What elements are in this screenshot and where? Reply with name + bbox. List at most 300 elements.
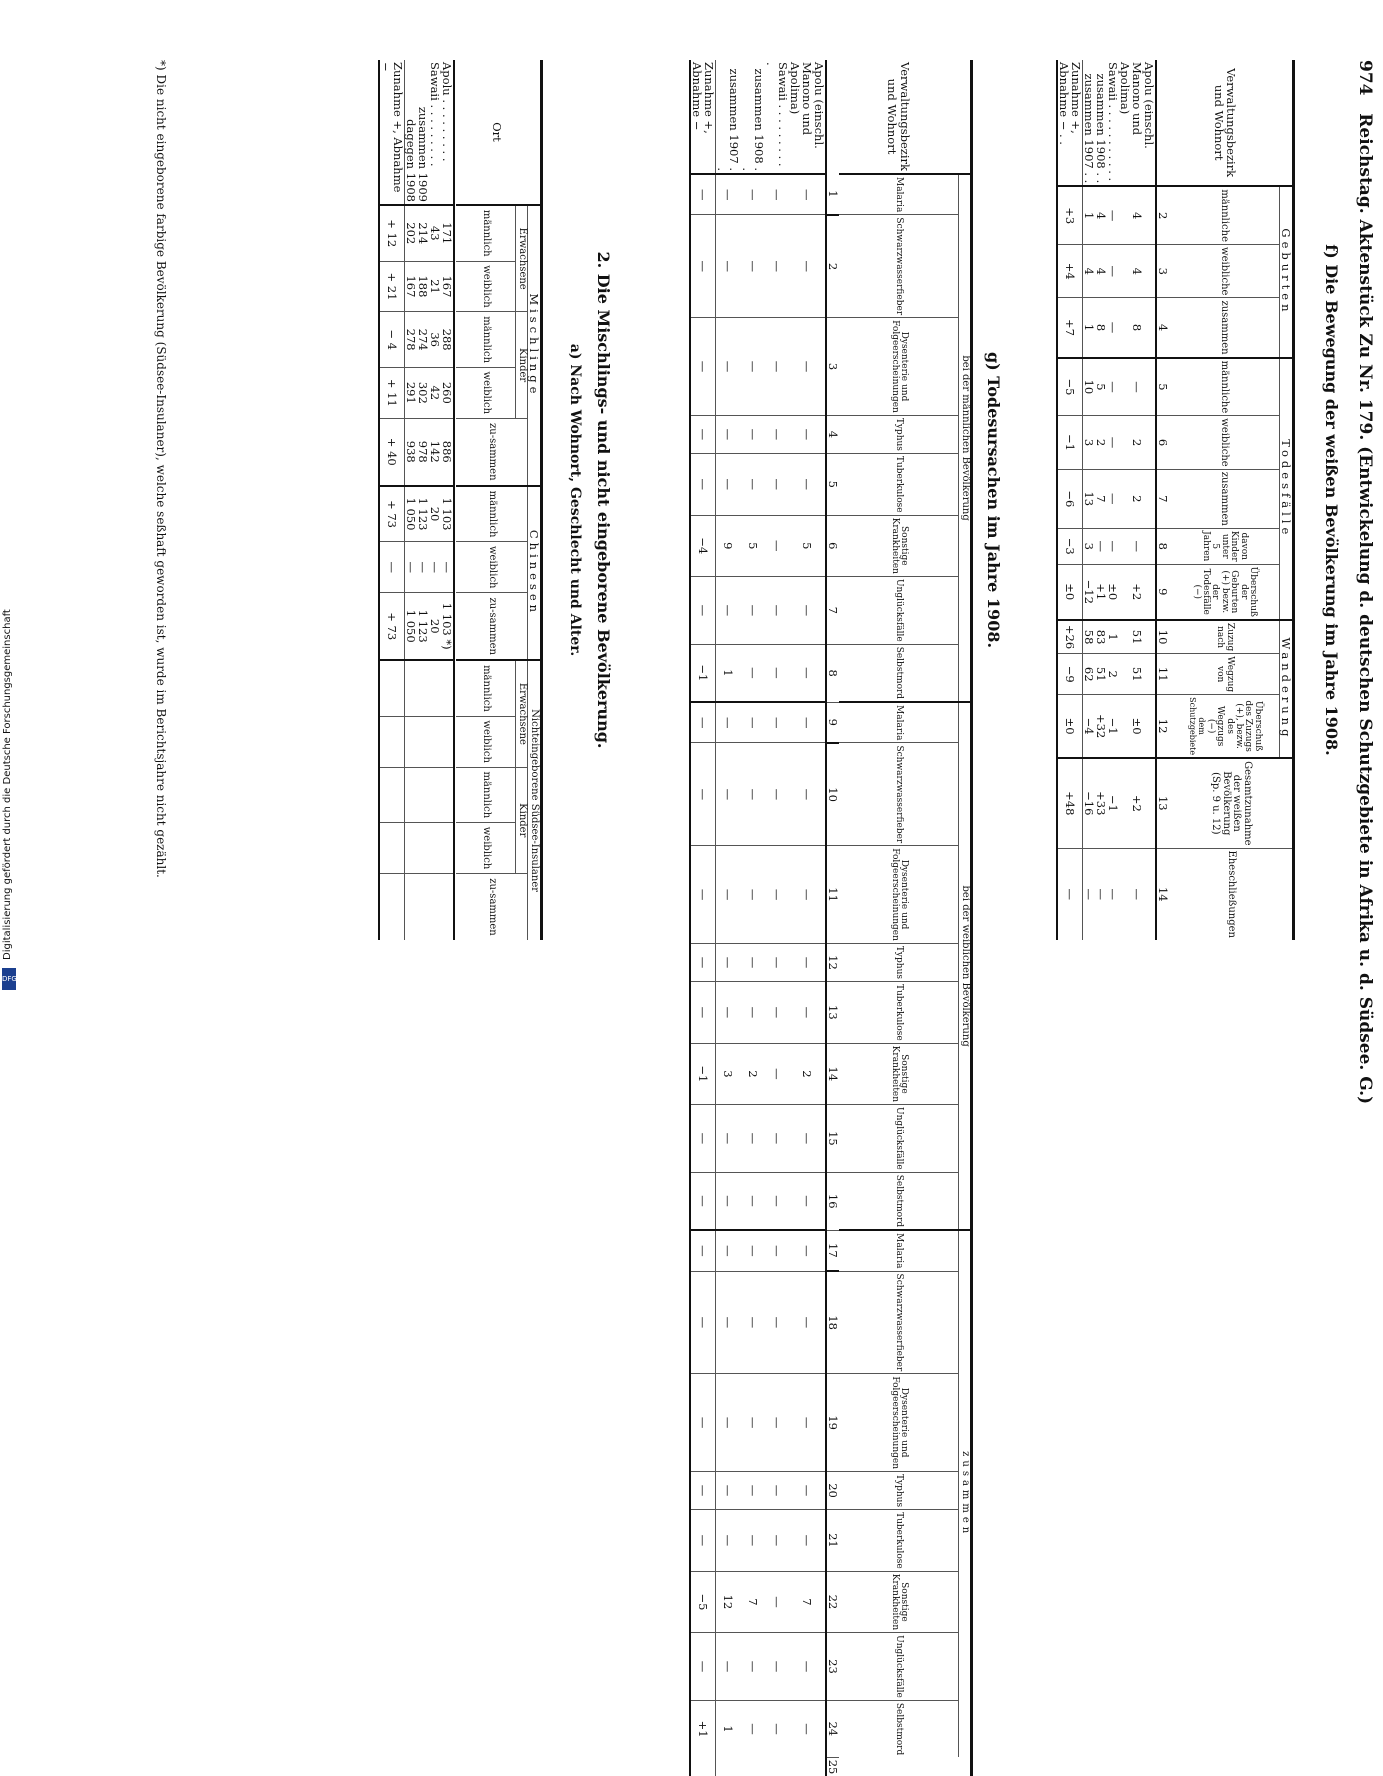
table-cell: 7: [789, 1571, 826, 1632]
table-cell: 202: [404, 205, 417, 261]
table-cell: —: [789, 1230, 826, 1271]
table-cell: 938: [404, 418, 417, 486]
table-cell: 21: [429, 261, 441, 312]
col-number: 20: [826, 1472, 839, 1510]
col-number: 12: [826, 943, 839, 981]
table-cell: —: [716, 846, 741, 944]
table-cell: —: [690, 1374, 716, 1472]
col-number: 4: [826, 415, 839, 453]
cause-header: Unglücksfälle: [839, 576, 959, 644]
table-cell: 171: [441, 205, 454, 261]
table-row: [417, 60, 429, 940]
table-cell: —: [765, 1230, 789, 1271]
table-cell: 1 103 *): [441, 593, 454, 661]
table-row: [716, 60, 741, 1776]
column-number-row: 2 3 4 5 6 7 8 9 10 11 12 13 14: [1156, 60, 1169, 940]
cause-header: Unglücksfälle: [839, 1633, 959, 1701]
table-cell: [379, 660, 405, 716]
table-cell: —: [741, 576, 765, 644]
table-cell: —: [789, 453, 826, 515]
col-number: 22: [826, 1571, 839, 1632]
table-cell: —: [765, 981, 789, 1043]
col11-header: Wegzug von: [1169, 654, 1279, 695]
cause-header: Dysenterie und Folgeerscheinungen: [839, 846, 959, 944]
table-cell: —: [716, 415, 741, 453]
births-group-header: Geburten: [1279, 186, 1293, 357]
table-cell: —: [716, 1271, 741, 1374]
col-number: 5: [826, 453, 839, 515]
table-cell: 5: [789, 515, 826, 576]
table-cell: 886: [441, 418, 454, 486]
col10-header: Zuzug nach: [1169, 620, 1279, 654]
table-cell: —: [765, 1271, 789, 1374]
digitization-notice: Digitalisierung gefördert durch die Deutsche Forschungsgemeinschaft: [2, 609, 13, 960]
row-label: Zunahme +, Abnahme −: [690, 62, 717, 134]
table-row: Sawaii . . . . . . . . . . . — — — — — — — ±0 1 2 −1 −1 —: [1107, 60, 1119, 940]
table-cell: + 11: [379, 367, 405, 418]
table-cell: 5: [741, 515, 765, 576]
table-cell: [429, 716, 441, 767]
table-cell: —: [765, 943, 789, 981]
table-cell: [379, 716, 405, 767]
table-cell: —: [690, 1271, 716, 1374]
table-cell: —: [789, 1271, 826, 1374]
table-cell: —: [765, 1374, 789, 1472]
col-number: 9: [826, 702, 839, 743]
table-cell: —: [741, 846, 765, 944]
cause-header: Sonstige Krankheiten: [839, 515, 959, 576]
table-cell: —: [789, 644, 826, 702]
table-row: [690, 60, 716, 1776]
table-cell: —: [789, 215, 826, 318]
cause-header: Tuberkulose: [839, 981, 959, 1043]
col-number: 23: [826, 1633, 839, 1701]
col3-header: weibliche: [1169, 245, 1279, 298]
table-cell: —: [716, 702, 741, 743]
table-cell: 9: [716, 515, 741, 576]
table-cell: —: [716, 981, 741, 1043]
cause-header: Malaria: [839, 174, 959, 215]
table-cell: + 21: [379, 261, 405, 312]
col-number: 25: [826, 1757, 839, 1776]
section-g-title: g) Todesursachen im Jahre 1908.: [984, 351, 1003, 649]
row-label: Sawaii . . . . . . . . . .: [763, 62, 790, 167]
table-cell: —: [789, 1510, 826, 1572]
table-cell: —: [690, 1510, 716, 1572]
table-cell: —: [789, 743, 826, 846]
migration-group-header: Wanderung: [1279, 620, 1293, 758]
table-cell: 260: [441, 367, 454, 418]
table-cell: —: [690, 174, 716, 215]
table-cell: —: [716, 943, 741, 981]
col14-header: Eheschließungen: [1169, 848, 1293, 940]
table-cell: —: [429, 542, 441, 593]
table-cell: —: [690, 943, 716, 981]
table-cell: —: [716, 1472, 741, 1510]
table-cell: —: [741, 644, 765, 702]
total-group-header: zusammen: [959, 1230, 972, 1757]
cause-header: Malaria: [839, 702, 959, 743]
table-cell: 42: [429, 367, 441, 418]
table-cell: 291: [404, 367, 417, 418]
table-cell: —: [690, 453, 716, 515]
cause-header: Schwarzwasserfieber: [839, 743, 959, 846]
table-cell: —: [765, 174, 789, 215]
row-label: Apolu (einschl. Manono und Apolima): [787, 62, 826, 149]
table-cell: —: [765, 846, 789, 944]
table-cell: —: [789, 1105, 826, 1173]
table-cell: —: [741, 1271, 765, 1374]
erwachsene-header: Erwachsene: [516, 205, 528, 312]
female-group-header: bei der weiblichen Bevölkerung: [959, 702, 972, 1230]
col-ort-header: Ort: [490, 122, 505, 142]
chin-w-header: weiblich: [456, 542, 528, 593]
table-cell: 12: [716, 1571, 741, 1632]
table-cell: [429, 873, 441, 940]
table-cell: —: [741, 743, 765, 846]
table-cell: —: [716, 576, 741, 644]
table-row: Zunahme +, Abnahme − . . +3 +4 +7 −5 −1 −6 −3 ±0 +26 −9 ±0 +48 —: [1057, 60, 1083, 940]
table-cell: —: [741, 415, 765, 453]
col8-header: davon Kinder unter 5 Jahren: [1169, 528, 1279, 564]
table-cell: —: [417, 542, 429, 593]
col4-header: zusammen: [1169, 298, 1279, 358]
table-cell: —: [741, 1510, 765, 1572]
table-cell: —: [789, 702, 826, 743]
table-cell: −5: [690, 1571, 716, 1632]
table-cell: −1: [690, 1043, 716, 1104]
table-cell: —: [741, 1374, 765, 1472]
col13-header: Gesamtzunahme der weißen Bevölkerung (Sp. 9 u. 12): [1169, 758, 1293, 848]
col-number: 21: [826, 1510, 839, 1572]
table-cell: —: [379, 542, 405, 593]
table-cell: +1: [690, 1700, 716, 1757]
table-cell: 188: [417, 261, 429, 312]
table-cell: —: [741, 215, 765, 318]
col-number: 18: [826, 1271, 839, 1374]
table-cell: [379, 823, 405, 874]
table-cell: —: [690, 846, 716, 944]
table-cell: —: [741, 702, 765, 743]
table-cell: 978: [417, 418, 429, 486]
table-row: [379, 60, 405, 940]
table-cell: —: [690, 1105, 716, 1173]
table-cell: [417, 823, 429, 874]
table-cell: [441, 767, 454, 822]
table-cell: —: [690, 1230, 716, 1271]
table-cell: 278: [404, 312, 417, 367]
chinesen-header: Chinesen: [527, 486, 541, 660]
table-cell: 302: [417, 367, 429, 418]
table-cell: 1 103: [441, 486, 454, 542]
table-cell: —: [789, 1374, 826, 1472]
chin-z-header: zu-sammen: [456, 593, 528, 661]
table-cell: —: [789, 1633, 826, 1701]
table-cell: —: [765, 1043, 789, 1104]
table-cell: 2: [789, 1043, 826, 1104]
table-row: [441, 60, 454, 940]
table-row: zusammen 1908 . . 4 4 8 5 2 7 — +1 83 51 +32 +33 —: [1095, 60, 1107, 940]
table-cell: —: [741, 453, 765, 515]
table-cell: —: [789, 846, 826, 944]
table-row: zusammen 1907 . . 1 4 1 10 3 13 3 −12 58 62 −4 −16 —: [1083, 60, 1096, 940]
col-number: 6: [826, 515, 839, 576]
table-cell: 1: [716, 1700, 741, 1757]
cause-header: Selbstmord: [839, 1700, 959, 1757]
table-cell: [441, 716, 454, 767]
table-cell: —: [741, 1633, 765, 1701]
table-cell: + 40: [379, 418, 405, 486]
col-region-header: Verwaltungsbezirk und Wohnort: [885, 62, 912, 171]
table-cell: —: [765, 453, 789, 515]
col-region-header: Verwaltungsbezirk und Wohnort: [1211, 68, 1238, 178]
cause-header: Sonstige Krankheiten: [839, 1043, 959, 1104]
table-cell: 288: [441, 312, 454, 367]
table-cell: [404, 767, 417, 822]
table-cell: 1: [716, 644, 741, 702]
mixed-population-table: Ort Mischlinge Chinesen Nichteingeborene Südsee-Insulaner Erwachsene Kinder zu-sammen männlich weiblich zu-sammen Erwachsene Kinder zu-sammen männlich weiblich männlich weiblich männlich weiblich männlich weiblich Apolu . . . . . . . . . 171 167 288 260 886 1 103 — 1 103 *) Sawaii . . . . . . . . . 43 21 36 42 142 20 — 20 zusammen 1909 214 188 274 302 978 1 123 — 1 123 dagegen 1908 202 167 278 291 938 1 050 — 1 050 Zunahme +, Abnahme − + 12 + 21 − 4 + 11 + 40 + 73 — + 73: [378, 60, 543, 940]
ne-zusammen-header: zu-sammen: [456, 873, 528, 940]
col-number: 17: [826, 1230, 839, 1271]
table-cell: —: [741, 174, 765, 215]
table-cell: [417, 767, 429, 822]
table-cell: —: [741, 943, 765, 981]
zusammen-header: zu-sammen: [456, 418, 528, 486]
table-row: [765, 60, 789, 1776]
table-cell: —: [716, 1172, 741, 1230]
table-cell: —: [716, 1374, 741, 1472]
table-cell: —: [741, 1472, 765, 1510]
table-cell: —: [789, 318, 826, 416]
table-cell: —: [765, 644, 789, 702]
section-2-subtitle: a) Nach Wohnort, Geschlecht und Alter.: [567, 343, 583, 657]
table-cell: 20: [429, 593, 441, 661]
table-cell: —: [789, 981, 826, 1043]
table-cell: —: [765, 1172, 789, 1230]
col-number: 2: [826, 215, 839, 318]
table-cell: —: [690, 1472, 716, 1510]
col6-header: weibliche: [1169, 416, 1279, 469]
col-number: 10: [826, 743, 839, 846]
table-cell: 167: [441, 261, 454, 312]
cause-header: Typhus: [839, 943, 959, 981]
table-cell: + 73: [379, 486, 405, 542]
table-cell: —: [789, 415, 826, 453]
table-cell: —: [690, 981, 716, 1043]
table-row: [404, 60, 417, 940]
col-number: 19: [826, 1374, 839, 1472]
page-number: 974: [1355, 60, 1375, 96]
table-cell: —: [765, 702, 789, 743]
male-group-header: bei der männlichen Bevölkerung: [959, 174, 972, 702]
table-cell: —: [716, 743, 741, 846]
row-label: Sawaii . . . . . . . . .: [427, 62, 442, 167]
row-label: zusammen 1908 . .: [739, 68, 766, 171]
section-f-title: f) Die Bewegung der weißen Bevölkerung im Jahre 1908.: [1322, 244, 1341, 756]
table-cell: [417, 660, 429, 716]
table-cell: —: [765, 576, 789, 644]
table-cell: 167: [404, 261, 417, 312]
col-number: 24: [826, 1700, 839, 1757]
table-cell: —: [765, 1510, 789, 1572]
table-cell: —: [404, 542, 417, 593]
cause-header: Tuberkulose: [839, 1510, 959, 1572]
table-cell: —: [690, 415, 716, 453]
table-cell: [379, 767, 405, 822]
table-cell: —: [789, 1172, 826, 1230]
population-movement-table: [1056, 60, 1295, 940]
table-cell: —: [741, 981, 765, 1043]
table-cell: —: [690, 1633, 716, 1701]
table-cell: [429, 767, 441, 822]
col-number: 8: [826, 644, 839, 702]
table-cell: —: [765, 318, 789, 416]
nichteingeborene-header: Nichteingeborene Südsee-Insulaner: [527, 660, 541, 940]
table-cell: [404, 823, 417, 874]
col7-header: zusammen: [1169, 469, 1279, 528]
table-cell: + 73: [379, 593, 405, 661]
table-cell: —: [441, 542, 454, 593]
table-cell: 1 050: [404, 486, 417, 542]
table-cell: —: [716, 1105, 741, 1173]
col-number: 11: [826, 846, 839, 944]
ne-erwachsene-header: Erwachsene: [516, 660, 528, 767]
mischlinge-header: Mischlinge: [527, 205, 541, 486]
table-row: [789, 60, 826, 1776]
dfg-logo-icon: DFG: [2, 968, 16, 990]
table-cell: —: [741, 1105, 765, 1173]
table-cell: —: [789, 943, 826, 981]
table-cell: —: [716, 215, 741, 318]
col5-header: männliche: [1169, 358, 1279, 416]
table-cell: —: [716, 453, 741, 515]
table-cell: 1 123: [417, 486, 429, 542]
col-number: 3: [826, 318, 839, 416]
col-number: 1: [826, 190, 840, 198]
table-cell: —: [690, 702, 716, 743]
ne-kinder-header: Kinder: [516, 767, 528, 873]
table-cell: —: [789, 576, 826, 644]
table-cell: [429, 823, 441, 874]
table-cell: —: [765, 515, 789, 576]
table-cell: 3: [716, 1043, 741, 1104]
page-header: [1355, 60, 1375, 1105]
table-cell: —: [690, 1172, 716, 1230]
table-cell: [441, 823, 454, 874]
table-cell: 1 050: [404, 593, 417, 661]
table-row: Apolu (einschl. Manono und Apolima) 4 4 8 — 2 2 — +2 51 51 ±0 +2 —: [1119, 60, 1156, 940]
col12-header: Überschuß des Zuzugs (+), bezw. des Wegzugs (−) dem Schutzgebiete: [1169, 695, 1279, 758]
table-cell: —: [789, 1700, 826, 1757]
table-cell: —: [716, 318, 741, 416]
row-label: Zunahme +, Abnahme −: [378, 62, 405, 193]
table-cell: 214: [417, 205, 429, 261]
table-cell: 142: [429, 418, 441, 486]
table-cell: —: [765, 215, 789, 318]
table-cell: [379, 873, 405, 940]
table-cell: —: [765, 743, 789, 846]
col2-header: männliche: [1169, 186, 1279, 244]
table-cell: —: [741, 1230, 765, 1271]
table-cell: 274: [417, 312, 429, 367]
table-cell: —: [765, 1571, 789, 1632]
table-cell: —: [741, 318, 765, 416]
cause-header: Tuberkulose: [839, 453, 959, 515]
table-cell: −1: [690, 644, 716, 702]
table-cell: 1 123: [417, 593, 429, 661]
cause-header: Selbstmord: [839, 644, 959, 702]
table-cell: —: [789, 174, 826, 215]
table-cell: —: [716, 174, 741, 215]
table-cell: —: [716, 1633, 741, 1701]
cause-header: Dysenterie und Folgeerscheinungen: [839, 318, 959, 416]
table-cell: 36: [429, 312, 441, 367]
running-title: Reichstag. Aktenstück Zu Nr. 179. (Entwickelung d. deutschen Schutzgebiete in Afrika u. d. Südsee. G.): [1355, 113, 1375, 1105]
table-cell: 2: [741, 1043, 765, 1104]
table-cell: —: [789, 1472, 826, 1510]
table-cell: 20: [429, 486, 441, 542]
table-cell: 7: [741, 1571, 765, 1632]
col-number: 15: [826, 1105, 839, 1173]
section-2-title: 2. Die Mischlings- und nicht eingeborene Bevölkerung.: [594, 251, 613, 749]
table-cell: [404, 716, 417, 767]
cause-header: Typhus: [839, 1472, 959, 1510]
table-cell: —: [716, 1230, 741, 1271]
cause-header: Unglücksfälle: [839, 1105, 959, 1173]
col-number: 7: [826, 576, 839, 644]
cause-header: Schwarzwasserfieber: [839, 215, 959, 318]
cause-header: Dysenterie und Folgeerscheinungen: [839, 1374, 959, 1472]
table-cell: [441, 660, 454, 716]
col-number: 14: [826, 1043, 839, 1104]
table-cell: —: [690, 318, 716, 416]
table-cell: —: [765, 415, 789, 453]
table-cell: —: [765, 1700, 789, 1757]
table-cell: − 4: [379, 312, 405, 367]
table-cell: —: [690, 215, 716, 318]
cause-header: Typhus: [839, 415, 959, 453]
causes-of-death-table: [689, 60, 973, 1776]
deaths-group-header: Todesfälle: [1279, 358, 1293, 620]
table-cell: —: [765, 1633, 789, 1701]
kinder-header: Kinder: [516, 312, 528, 418]
chin-m-header: männlich: [456, 486, 528, 542]
table-row: [741, 60, 765, 1776]
cause-header: Schwarzwasserfieber: [839, 1271, 959, 1374]
table-cell: −4: [690, 515, 716, 576]
table-cell: —: [741, 1700, 765, 1757]
table-cell: [404, 873, 417, 940]
table-cell: [417, 873, 429, 940]
table-cell: —: [741, 1172, 765, 1230]
cause-header: Selbstmord: [839, 1172, 959, 1230]
table-cell: 43: [429, 205, 441, 261]
table-cell: + 12: [379, 205, 405, 261]
table-cell: —: [716, 1510, 741, 1572]
col9-header: Überschuß der Geburten (+) bezw. der Todesfälle (−): [1169, 564, 1279, 620]
table-cell: —: [690, 743, 716, 846]
table-cell: [417, 716, 429, 767]
row-label: zusammen 1907 . .: [715, 68, 742, 171]
row-label: Apolu . . . . . . . . .: [439, 62, 454, 162]
cause-header: Malaria: [839, 1230, 959, 1271]
table-cell: —: [765, 1472, 789, 1510]
table-cell: [441, 873, 454, 940]
table-cell: —: [765, 1105, 789, 1173]
table-cell: [404, 660, 417, 716]
table-cell: —: [690, 576, 716, 644]
cause-header: Sonstige Krankheiten: [839, 1571, 959, 1632]
